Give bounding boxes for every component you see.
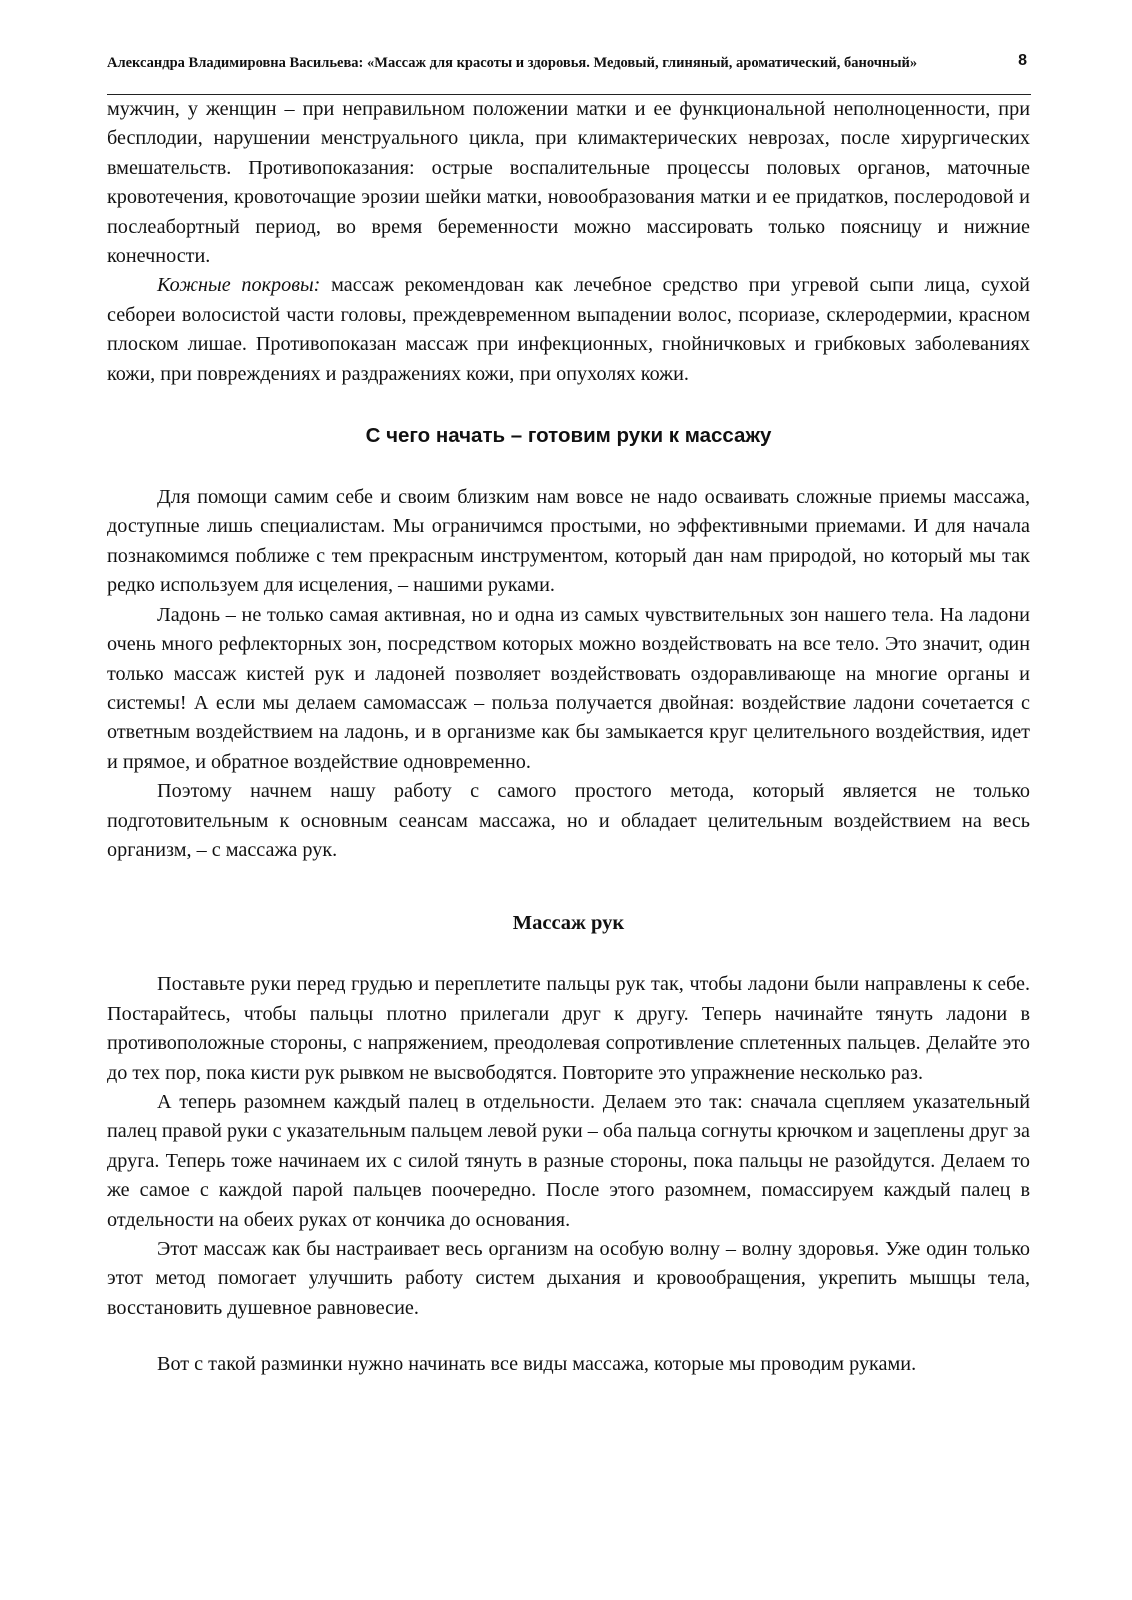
- running-header: [107, 52, 1031, 95]
- section-heading: С чего начать – готовим руки к массажу: [365, 424, 772, 448]
- paragraph-1: мужчин, у женщин – при неправильном положении матки и ее функциональной неполноценности, при бесплодии, нарушении менструального цикла, при климактерических неврозах, после хирургических вмешательств. Противопоказания: острые воспалительные процессы половых органов, маточные кровотечения, кровоточащие эрозии шейки матки, новообразования матки и ее придатков, послеродовой и послеабортный период, во время беременности можно массировать только поясницу и нижние конечности.: [107, 98, 1030, 268]
- paragraph-2-lead: Кожные покровы:: [157, 274, 321, 297]
- paragraph-4: Ладонь – не только самая активная, но и одна из самых чувствительных зон нашего тела. На ладони очень много рефлекторных зон, посредством которых можно воздействовать на все тело. Это значит, один только массаж кистей рук и ладоней позволяет воздействовать оздоравливающе на многие органы и системы! А если мы делаем самомассаж – польза получается двойная: воздействие ладони сочетается с ответным воздействием на ладонь, и в организме как бы замыкается круг целительного воздействия, идет и прямое, и обратное воздействие одновременно.: [107, 603, 1030, 773]
- paragraph-7: А теперь разомнем каждый палец в отдельности. Делаем это так: сначала сцепляем указательный палец правой руки с указательным пальцем левой руки – оба пальца согнуты крючком и зацеплены друг за друга. Теперь тоже начинаем их с силой тянуть в разные стороны, пока пальцы не разойдутся. Делаем то же самое с каждой парой пальцев поочередно. После этого разомнем, помассируем каждый палец в отдельности на обеих руках от кончика до основания.: [107, 1090, 1030, 1231]
- paragraph-3: Для помощи самим себе и своим близким нам вовсе не надо осваивать сложные приемы массажа, доступные лишь специалистам. Мы ограничимся простыми, но эффективными приемами. И для начала познакомимся поближе с тем прекрасным инструментом, который дан нам природой, но который мы так редко используем для исцеления, – нашими руками.: [107, 486, 1030, 597]
- paragraph-2-text: массаж рекомендован как лечебное средство при угревой сыпи лица, сухой себореи волосистой части головы, преждевременном выпадении волос, псориазе, склеродермии, красном плоском лишае. Противопоказан массаж при инфекционных, гнойничковых и грибковых заболеваниях кожи, при повреждениях и раздражениях кожи, при опухолях кожи.: [107, 274, 1030, 385]
- document-body: [107, 95, 1030, 1380]
- paragraph-9: Вот с такой разминки нужно начинать все виды массажа, которые мы проводим руками.: [157, 1353, 917, 1376]
- subsection-heading: Массаж рук: [512, 912, 625, 935]
- paragraph-8: Этот массаж как бы настраивает весь организм на особую волну – волну здоровья. Уже один только этот метод помогает улучшить работу систем дыхания и кровообращения, укрепить мышцы тела, восстановить душевное равновесие.: [107, 1238, 1030, 1319]
- page-number: 8: [1018, 52, 1027, 69]
- paragraph-2: [107, 271, 1030, 389]
- paragraph-5: Поэтому начнем нашу работу с самого простого метода, который является не только подготовительным к основным сеансам массажа, но и обладает целительным воздействием на весь организм, – с массажа рук.: [107, 780, 1030, 861]
- header-title: Александра Владимировна Васильева: «Массаж для красоты и здоровья. Медовый, глиняный, ароматический, баночный»: [107, 55, 918, 71]
- paragraph-6: Поставьте руки перед грудью и переплетите пальцы рук так, чтобы ладони были направлены к себе. Постарайтесь, чтобы пальцы плотно прилегали друг к другу. Теперь начинайте тянуть ладони в противоположные стороны, с напряжением, преодолевая сопротивление сплетенных пальцев. Делайте это до тех пор, пока кисти рук рывком не высвободятся. Повторите это упражнение несколько раз.: [107, 973, 1030, 1084]
